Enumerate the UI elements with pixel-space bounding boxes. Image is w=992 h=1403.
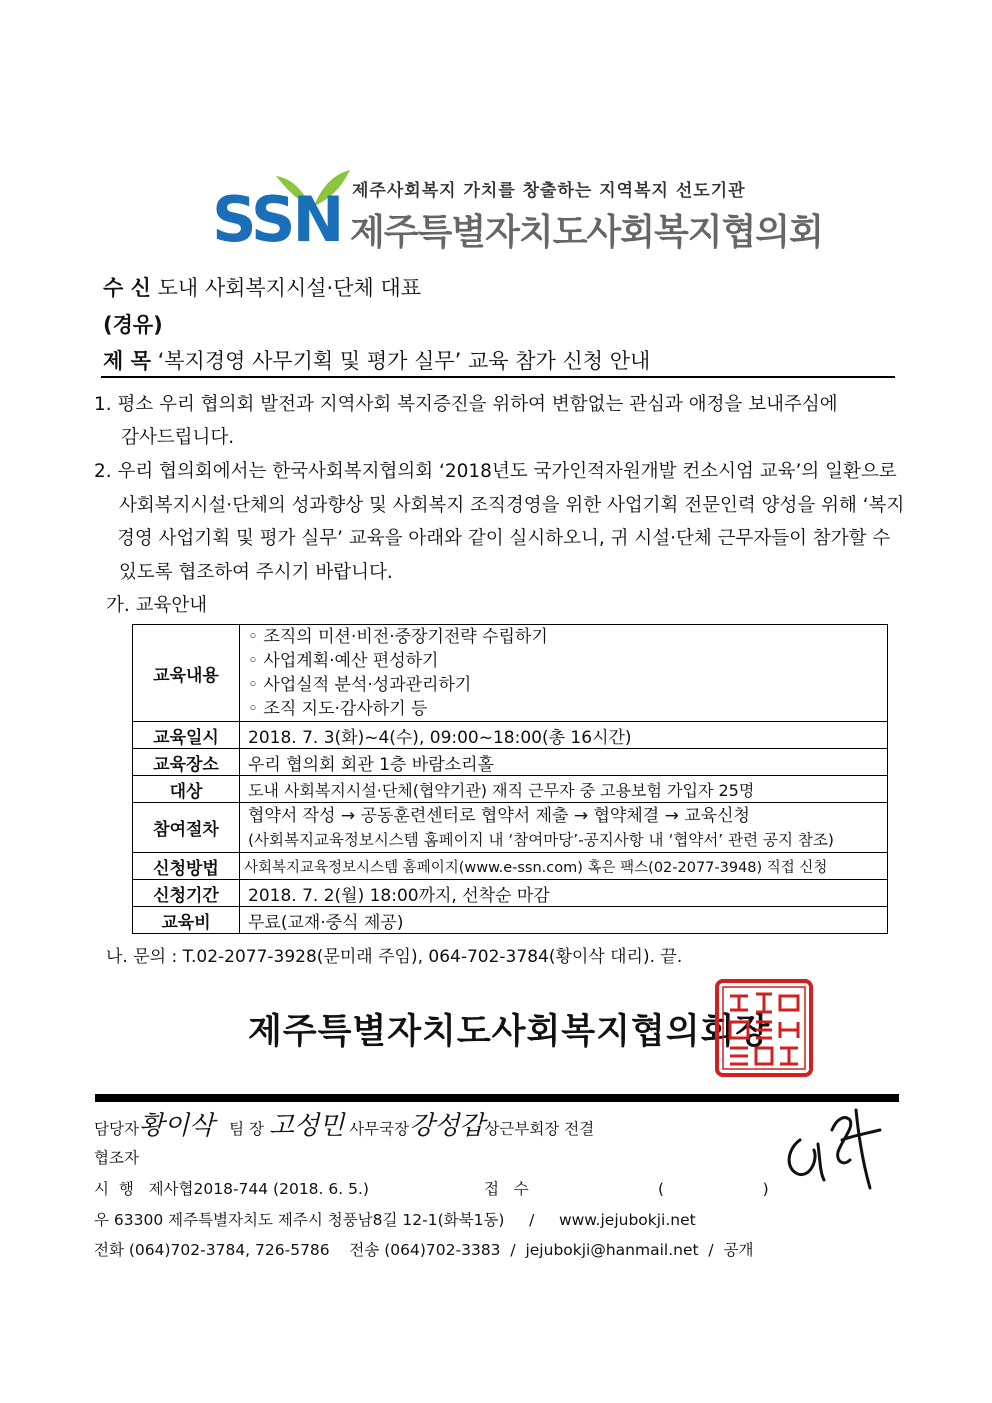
footer-divider — [95, 1094, 899, 1102]
via-row: (경유) — [103, 313, 163, 337]
content-item: ◦ 조직의 미션·비전·중장기전략 수립하기 — [248, 627, 548, 647]
fee-value: 무료(교재·중식 제공) — [240, 907, 888, 934]
cooperator-label: 협조자 — [94, 1149, 139, 1167]
date-value: 2018. 7. 3(화)~4(수), 09:00~18:00(총 16시간) — [240, 722, 888, 749]
table-row — [133, 853, 888, 880]
method-value: 사회복지교육정보시스템 홈페이지(www.e-ssn.com) 혹은 팩스(02-2077-3948) 직접 신청 — [240, 853, 888, 880]
procedure-label: 참여절차 — [133, 803, 240, 853]
table-row — [133, 776, 888, 803]
paragraph-2-line-4: 있도록 협조하여 주시기 바랍니다. — [119, 562, 393, 583]
paragraph-1-line-1: 1. 평소 우리 협의회 발전과 지역사회 복지증진을 위하여 변함없는 관심과 애정을 보내주심에 — [94, 394, 838, 415]
subject-row — [103, 347, 650, 375]
subject-label: 제 목 — [103, 349, 151, 373]
table-row — [133, 722, 888, 749]
sender-name: 제주특별자치도사회복지협의회장 — [248, 1012, 771, 1052]
address-line: 우 63300 제주특별자치도 제주시 청풍남8길 12-1(화북1동) / www.jejubokji.net — [94, 1211, 696, 1229]
vice-president-label: 상근부회장 전결 — [484, 1120, 595, 1138]
date-label: 교육일시 — [133, 722, 240, 749]
procedure-note: (사회복지교육정보시스템 홈페이지 내 ‘참여마당’-공지사항 내 ‘협약서’ 관련 공지 참조) — [248, 830, 834, 849]
approval-line — [94, 1111, 595, 1141]
paragraph-2-line-2: 사회복지시설·단체의 성과향상 및 사회복지 조직경영을 위한 사업기획 전문인력 양성을 위해 ‘복지 — [119, 495, 905, 516]
place-value: 우리 협의회 회관 1층 바람소리홀 — [240, 749, 888, 776]
recipient-value: 도내 사회복지시설·단체 대표 — [157, 276, 422, 300]
subject-value: ‘복지경영 사무기획 및 평가 실무’ 교육 참가 신청 안내 — [157, 349, 651, 373]
vice-president-signature-icon — [780, 1100, 890, 1195]
content-item: ◦ 사업계획·예산 편성하기 — [248, 651, 439, 671]
procedure-value: 협약서 작성 → 공동훈련센터로 협약서 제출 → 협약체결 → 교육신청 — [248, 805, 750, 826]
section-b-contact: 나. 문의 : T.02-2077-3928(문미래 주임), 064-702-3784(황이삭 대리). 끝. — [106, 947, 683, 967]
receipt-label: 접 수 — [484, 1180, 529, 1198]
place-label: 교육장소 — [133, 749, 240, 776]
slogan: 제주사회복지 가치를 창출하는 지역복지 선도기관 — [352, 181, 746, 201]
method-label: 신청방법 — [133, 853, 240, 880]
team-lead-label: 팀 장 — [229, 1120, 264, 1138]
content-cell — [240, 625, 888, 722]
team-lead-signature: 고성민 — [268, 1111, 345, 1141]
logo-ssn: SSN — [212, 183, 342, 256]
paragraph-2-line-3: 경영 사업기획 및 평가 실무’ 교육을 아래와 같이 실시하오니, 귀 시설·단체 근무자들이 참가할 수 — [117, 528, 891, 549]
paragraph-1-line-2: 감사드립니다. — [121, 427, 235, 448]
enforcement-number: 시 행 제사협2018-744 (2018. 6. 5.) — [94, 1180, 369, 1198]
education-info-table — [132, 624, 888, 934]
contact-line: 전화 (064)702-3784, 726-5786 전송 (064)702-3383 / jejubokji@hanmail.net / 공개 — [94, 1241, 754, 1259]
target-label: 대상 — [133, 776, 240, 803]
title-divider — [101, 376, 895, 378]
paragraph-2-line-1: 2. 우리 협의회에서는 한국사회복지협의회 ‘2018년도 국가인적자원개발 컨소시엄 교육’의 일환으로 — [94, 461, 897, 482]
recipient-label: 수 신 — [103, 276, 151, 300]
table-row — [133, 907, 888, 934]
receipt-blank: ( ) — [658, 1180, 769, 1198]
period-value: 2018. 7. 2(월) 18:00까지, 선착순 마감 — [240, 880, 888, 907]
section-a-heading: 가. 교육안내 — [106, 595, 208, 616]
table-row — [133, 625, 888, 722]
office-chief-signature: 강성갑 — [409, 1111, 485, 1141]
manager-label: 담당자 — [94, 1120, 139, 1138]
content-label: 교육내용 — [133, 625, 240, 722]
content-item: ◦ 조직 지도·감사하기 등 — [248, 699, 428, 719]
table-row — [133, 749, 888, 776]
table-row — [133, 803, 888, 853]
recipient-row — [103, 274, 421, 302]
target-value: 도내 사회복지시설·단체(협약기관) 재직 근무자 중 고용보험 가입자 25명 — [240, 776, 888, 803]
content-item: ◦ 사업실적 분석·성과관리하기 — [248, 675, 472, 695]
official-seal-icon — [714, 978, 814, 1078]
manager-signature: 황이삭 — [138, 1111, 215, 1141]
fee-label: 교육비 — [133, 907, 240, 934]
org-name: 제주특별자치도사회복지협의회 — [350, 212, 823, 253]
procedure-cell — [240, 803, 888, 853]
period-label: 신청기간 — [133, 880, 240, 907]
table-row — [133, 880, 888, 907]
office-chief-label: 사무국장 — [349, 1120, 410, 1138]
